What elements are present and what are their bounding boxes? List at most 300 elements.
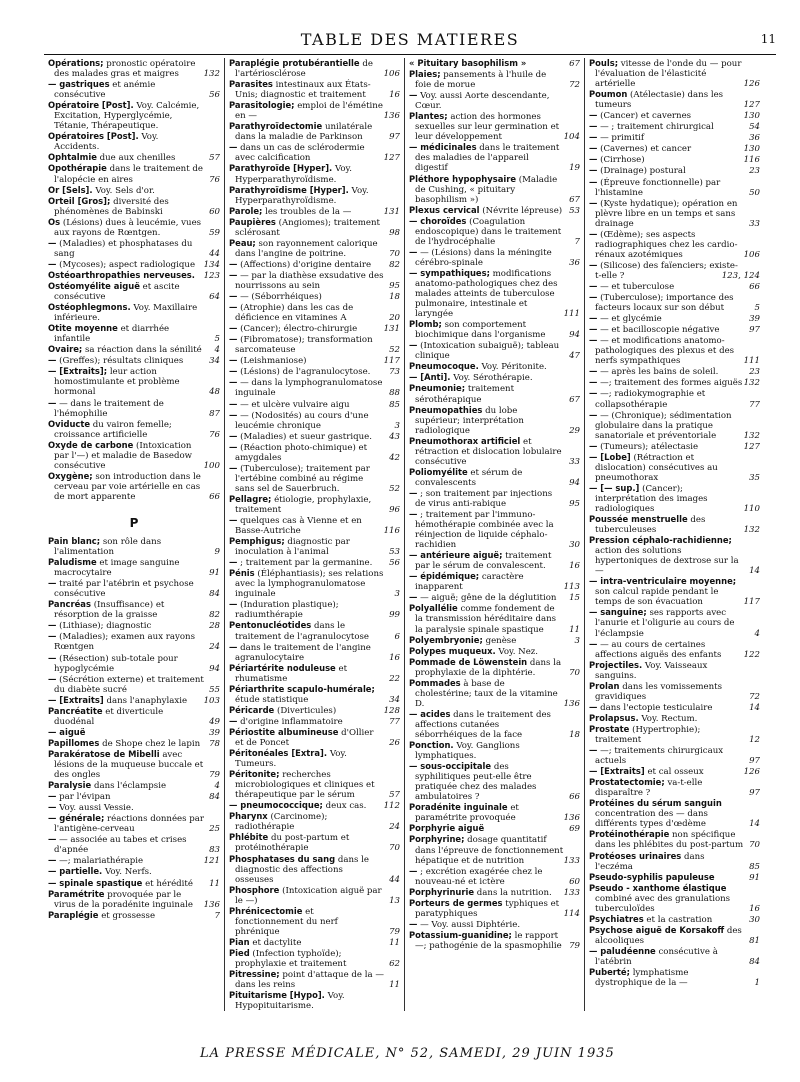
entry-text: (Intoxication par l'—) et maladie de Basedow consécutive xyxy=(54,440,193,471)
entry-term: — xyxy=(589,638,598,649)
index-entry xyxy=(229,142,400,163)
entry-page-number: 16 xyxy=(569,561,580,572)
entry-text: (Leishmaniose) xyxy=(240,356,307,367)
index-columns xyxy=(44,58,776,1011)
entry-page-number: 77 xyxy=(389,716,400,727)
entry-text: ; traitement par la germanine. xyxy=(240,558,373,569)
index-entry xyxy=(589,335,760,366)
index-entry xyxy=(229,663,400,684)
entry-term: Paramétrite xyxy=(48,888,105,899)
entry-text: — et modifications anatomo-pathologiques des plexus et des nerfs sympathiques xyxy=(595,336,735,367)
index-entry xyxy=(409,887,580,898)
entry-page-number: 39 xyxy=(749,314,760,325)
index-entry xyxy=(409,383,580,404)
index-entry xyxy=(48,281,220,302)
index-entry xyxy=(48,855,220,866)
entry-term: — xyxy=(589,313,598,324)
entry-page-number: 59 xyxy=(209,227,220,238)
index-entry xyxy=(409,361,580,372)
index-entry xyxy=(589,639,760,660)
entry-term: — xyxy=(229,302,238,313)
index-entry xyxy=(48,259,220,270)
entry-term: Prolapsus. xyxy=(589,712,639,723)
entry-text: (Silicose) des faïenciers; existe-t-elle ? xyxy=(595,260,738,281)
entry-text: son rôle dans l'alimentation xyxy=(54,537,162,558)
entry-text: son comportement biochimique dans l'organisme xyxy=(415,320,546,341)
entry-page-number: 3 xyxy=(394,420,400,431)
index-entry xyxy=(229,684,400,705)
entry-text: (Sécrétion externe) et traitement du diabète sucré xyxy=(54,674,204,695)
index-entry xyxy=(48,217,220,238)
entry-text: (Diverticules) xyxy=(276,705,337,716)
index-entry xyxy=(229,377,400,398)
index-entry xyxy=(48,398,220,419)
entry-page-number: 19 xyxy=(569,163,580,174)
index-entry xyxy=(409,247,580,268)
index-entry xyxy=(409,550,580,571)
index-entry xyxy=(48,100,220,131)
entry-term: — xyxy=(409,246,418,257)
entry-page-number: 111 xyxy=(743,356,760,367)
entry-term: — xyxy=(229,269,238,280)
index-entry xyxy=(48,813,220,834)
entry-page-number: 36 xyxy=(569,257,580,268)
entry-text: Voy. Sels d'or. xyxy=(95,185,155,196)
index-entry xyxy=(229,620,400,641)
entry-page-number: 7 xyxy=(214,910,220,921)
entry-text: diagnostic par inoculation à l'animal xyxy=(235,537,350,558)
entry-page-number: 35 xyxy=(749,472,760,483)
entry-page-number: 114 xyxy=(563,908,580,919)
index-entry xyxy=(229,302,400,323)
entry-text: dans l'anaphylaxie xyxy=(106,695,188,706)
entry-text: (Maladie de Cushing, « pituitary basophilism ») xyxy=(415,174,558,205)
entry-page-number: 13 xyxy=(389,895,400,906)
entry-text: point d'attaque de la — dans les reins xyxy=(235,970,384,991)
entry-page-number: 132 xyxy=(743,378,760,389)
index-entry xyxy=(589,121,760,132)
entry-text: avec lésions de la muqueuse buccale et des ongles xyxy=(54,749,204,781)
index-entry xyxy=(589,132,760,143)
entry-text: —; traitements chirurgicaux actuels xyxy=(595,746,724,767)
entry-text: son calcul rapide pendant le temps de son évacuation xyxy=(595,587,719,608)
index-entry xyxy=(589,607,760,638)
entry-page-number: 113 xyxy=(563,582,580,593)
index-entry xyxy=(229,705,400,716)
entry-term: Pommades xyxy=(409,677,461,688)
entry-text: Voy. Hypopituitarisme. xyxy=(235,991,345,1012)
entry-text: dosage quantitatif dans l'épreuve de fonctionnement hépatique et de nutrition xyxy=(415,835,564,866)
index-entry xyxy=(48,599,220,620)
entry-term: — xyxy=(229,398,238,409)
index-entry xyxy=(229,536,400,557)
entry-text: concentration des — dans différents types d'œdème xyxy=(595,809,708,830)
entry-term: — sanguine; xyxy=(589,607,647,618)
entry-text: (Cavernes) et cancer xyxy=(600,144,692,155)
index-entry xyxy=(48,802,220,813)
entry-text: ; traitement par l'immuno-hémothérapie combinée avec la réinjection de liquide céphalo-rachidien xyxy=(415,510,554,551)
entry-page-number: 43 xyxy=(389,431,400,442)
entry-term: — xyxy=(589,745,598,756)
entry-page-number: 116 xyxy=(743,155,760,166)
entry-page-number: 111 xyxy=(563,309,580,320)
entry-term: Oxygène; xyxy=(48,470,93,481)
index-entry xyxy=(589,766,760,777)
index-entry xyxy=(229,58,400,79)
entry-text: et sérum de convalescents xyxy=(415,467,523,488)
entry-term: — sympathiques; xyxy=(409,267,490,278)
entry-text: et anémie consécutive xyxy=(54,80,156,101)
entry-page-number: 94 xyxy=(569,330,580,341)
entry-text: son rayonnement calorique dans l'angine de poitrine. xyxy=(235,238,378,259)
entry-page-number: 52 xyxy=(389,483,400,494)
entry-text: — primitif xyxy=(600,133,645,144)
entry-text: dans le traitement de l'agranulocytose xyxy=(235,621,369,642)
entry-text: (Lithiase); diagnostic xyxy=(59,621,152,632)
entry-page-number: 5 xyxy=(754,303,760,314)
entry-text: — et tuberculose xyxy=(600,281,675,292)
entry-page-number: 44 xyxy=(209,248,220,259)
entry-term: — xyxy=(229,462,238,473)
entry-term: — épidémique; xyxy=(409,571,480,582)
index-entry xyxy=(409,372,580,383)
index-entry xyxy=(589,724,760,745)
entry-text: — ; traitement chirurgical xyxy=(600,122,714,133)
entry-text: Voy. Nez. xyxy=(498,646,539,657)
index-entry xyxy=(589,143,760,154)
entry-page-number: 70 xyxy=(569,667,580,678)
index-entry xyxy=(409,216,580,247)
entry-page-number: 44 xyxy=(389,874,400,885)
entry-text: Voy. Sérothérapie. xyxy=(453,373,533,384)
entry-text: —; malariathérapie xyxy=(59,856,144,867)
entry-page-number: 85 xyxy=(749,861,760,872)
entry-page-number: 66 xyxy=(749,281,760,292)
entry-text: Voy. Rectum. xyxy=(641,713,698,724)
entry-page-number: 76 xyxy=(209,429,220,440)
entry-text: Voy. Vaisseaux sanguins. xyxy=(595,660,708,681)
entry-page-number: 132 xyxy=(743,430,760,441)
entry-term: Ovaire; xyxy=(48,344,83,355)
entry-page-number: 106 xyxy=(743,249,760,260)
index-entry xyxy=(409,268,580,319)
entry-term: — xyxy=(48,578,57,589)
index-entry xyxy=(48,878,220,889)
entry-term: — acides xyxy=(409,708,451,719)
entry-page-number: 94 xyxy=(569,477,580,488)
entry-page-number: 97 xyxy=(749,788,760,799)
entry-text: dans la nutrition. xyxy=(476,887,552,898)
entry-term: Poradénite inguinale xyxy=(409,802,508,813)
entry-term: — spinale spastique xyxy=(48,877,143,888)
entry-text: quelques cas à Vienne et en Basse-Autriche xyxy=(235,516,362,537)
entry-text: et grossesse xyxy=(101,910,156,921)
entry-page-number: 64 xyxy=(209,292,220,303)
entry-text: (Cancer); électro-chirurgie xyxy=(240,324,358,335)
entry-page-number: 7 xyxy=(574,236,580,247)
journal-footer: LA PRESSE MÉDICALE, N° 52, SAMEDI, 29 JUIN 1935 xyxy=(200,1046,615,1061)
index-entry xyxy=(589,441,760,452)
entry-text: (Cancer) et cavernes xyxy=(600,111,692,122)
index-entry xyxy=(229,557,400,568)
entry-term: — xyxy=(589,280,598,291)
entry-text: (Cancer); interprétation des images radiologiques xyxy=(595,483,708,514)
entry-text: (Atélectasie) dans les tumeurs xyxy=(595,90,724,111)
index-column-2 xyxy=(224,58,404,1011)
entry-page-number: 130 xyxy=(743,144,760,155)
entry-text: et image sanguine macrocytaire xyxy=(54,558,180,579)
index-entry xyxy=(409,592,580,603)
entry-text: sa réaction dans la sénilité xyxy=(85,345,202,356)
index-entry xyxy=(48,910,220,921)
entry-term: — xyxy=(48,791,57,802)
entry-text: et diverticule duodénal xyxy=(54,706,164,727)
index-entry xyxy=(229,969,400,990)
index-entry xyxy=(48,674,220,695)
entry-page-number: 4 xyxy=(214,345,220,356)
entry-page-number: 29 xyxy=(569,425,580,436)
entry-text: (Rétraction et dislocation) consécutives au pneumothorax xyxy=(595,452,718,483)
entry-term: Pituitarisme [Hypo]. xyxy=(229,990,325,1001)
index-entry xyxy=(409,898,580,919)
entry-text: des syphilitiques peut-elle être pratiquée chez des malades ambulatoires ? xyxy=(415,762,537,803)
entry-term: Polyembryonie; xyxy=(409,634,483,645)
entry-page-number: 91 xyxy=(209,568,220,579)
entry-page-number: 49 xyxy=(209,716,220,727)
entry-term: Porphyrinurie xyxy=(409,886,475,897)
entry-text: Voy. Hyperparathyroïdisme. xyxy=(235,185,369,206)
entry-term: — xyxy=(229,641,238,652)
entry-term: — xyxy=(229,377,238,388)
section-letter: P xyxy=(129,515,139,530)
index-entry xyxy=(589,925,760,946)
entry-page-number: 30 xyxy=(749,914,760,925)
index-entry xyxy=(48,238,220,259)
entry-term: — aiguë xyxy=(48,726,86,737)
index-entry xyxy=(48,557,220,578)
entry-term: — xyxy=(48,397,57,408)
index-entry xyxy=(229,494,400,515)
index-entry xyxy=(409,657,580,678)
index-entry xyxy=(48,163,220,184)
entry-text: genèse xyxy=(485,635,517,646)
entry-page-number: 132 xyxy=(743,525,760,536)
entry-page-number: 136 xyxy=(563,698,580,709)
entry-term: Psychose aiguë de Korsakoff xyxy=(589,924,725,935)
entry-term: Pseudo-syphilis papuleuse xyxy=(589,871,715,882)
entry-term: Pneumopathies xyxy=(409,404,483,415)
entry-page-number: 136 xyxy=(383,111,400,122)
entry-text: (Kyste hydatique); opération en plèvre libre en un temps et sans drainage xyxy=(595,198,738,229)
index-entry xyxy=(229,748,400,769)
index-entry xyxy=(589,713,760,724)
entry-page-number: 130 xyxy=(743,111,760,122)
entry-page-number: 16 xyxy=(749,903,760,914)
index-entry xyxy=(48,578,220,599)
index-entry xyxy=(229,463,400,494)
entry-text: traité par l'atébrin et psychose consécutive xyxy=(54,579,194,600)
index-entry xyxy=(589,702,760,713)
index-entry xyxy=(589,377,760,388)
entry-text: va-t-elle disparaître ? xyxy=(595,778,703,799)
entry-page-number: 91 xyxy=(749,872,760,883)
entry-term: — xyxy=(589,154,598,165)
entry-page-number: 106 xyxy=(383,69,400,80)
entry-page-number: 100 xyxy=(203,460,220,471)
entry-term: Parasites xyxy=(229,79,273,90)
entry-page-number: 11 xyxy=(569,624,580,635)
entry-text: combiné avec des granulations tuberculoïdes xyxy=(595,893,731,914)
entry-page-number: 95 xyxy=(569,498,580,509)
entry-text: dans le traitement des maladies de l'appareil digestif xyxy=(415,143,560,174)
entry-page-number: 131 xyxy=(383,324,400,335)
entry-term: — xyxy=(229,715,238,726)
entry-term: Poussée menstruelle xyxy=(589,514,688,525)
entry-page-number: 97 xyxy=(749,756,760,767)
entry-term: — xyxy=(589,197,598,208)
index-entry xyxy=(409,866,580,887)
entry-term: — xyxy=(229,409,238,420)
entry-page-number: 57 xyxy=(209,153,220,164)
index-entry xyxy=(409,142,580,173)
entry-text: (Maladies) et sueur gastrique. xyxy=(240,431,372,442)
entry-term: Pommade de Löwenstein xyxy=(409,656,528,667)
entry-term: — xyxy=(589,228,598,239)
entry-page-number: 33 xyxy=(569,456,580,467)
index-entry xyxy=(48,440,220,471)
index-entry xyxy=(409,571,580,592)
index-entry xyxy=(229,832,400,853)
entry-term: — xyxy=(229,323,238,334)
entry-text: et rhumatisme xyxy=(235,663,348,684)
entry-text: (Drainage) postural xyxy=(600,166,686,177)
entry-text: Voy. aussi Vessie. xyxy=(59,803,134,814)
index-entry xyxy=(229,100,400,121)
entry-text: modifications anatomo-pathologiques chez des malades atteints de tuberculose pulmonaire, intestinale et laryngée xyxy=(415,268,558,320)
entry-page-number: 132 xyxy=(203,69,220,80)
entry-text: Voy. Nerfs. xyxy=(104,867,152,878)
entry-text: d'origine inflammatoire xyxy=(240,716,343,727)
entry-page-number: 42 xyxy=(389,452,400,463)
index-entry xyxy=(229,599,400,620)
index-entry xyxy=(409,319,580,340)
index-entry xyxy=(48,355,220,366)
entry-page-number: 55 xyxy=(209,684,220,695)
index-entry xyxy=(48,695,220,706)
entry-term: Ophtalmie xyxy=(48,152,97,163)
entry-term: Ponction. xyxy=(409,740,454,751)
entry-text: ; son traitement par injections de virus anti-rabique xyxy=(415,488,553,509)
index-entry xyxy=(589,483,760,514)
entry-text: (Résection) sub-totale pour hypoglycémie xyxy=(54,653,178,674)
index-entry xyxy=(48,196,220,217)
entry-page-number: 34 xyxy=(389,694,400,705)
entry-text: dans le traitement de l'alopécie en aires xyxy=(54,164,203,185)
index-entry xyxy=(409,709,580,740)
entry-text: — et bacilloscopie négative xyxy=(600,325,720,336)
entry-page-number: 97 xyxy=(389,132,400,143)
entry-term: — paludéenne xyxy=(589,945,656,956)
entry-text: et la castration xyxy=(646,914,713,925)
entry-page-number: 34 xyxy=(209,356,220,367)
index-entry xyxy=(229,716,400,727)
entry-page-number: 72 xyxy=(749,691,760,702)
entry-page-number: 11 xyxy=(389,937,400,948)
entry-page-number: 82 xyxy=(389,259,400,270)
entry-page-number: 53 xyxy=(389,547,400,558)
entry-text: (Angiomes); traitement sclérosant xyxy=(235,217,380,238)
entry-term: — xyxy=(48,802,57,813)
index-entry xyxy=(409,340,580,361)
index-entry xyxy=(48,791,220,802)
entry-page-number: 33 xyxy=(749,218,760,229)
entry-page-number: 11 xyxy=(389,980,400,991)
entry-term: Prostate xyxy=(589,723,630,734)
entry-text: — après les bains de soleil. xyxy=(600,367,719,378)
entry-text: des alcooliques xyxy=(595,925,742,946)
entry-term: — xyxy=(229,599,238,610)
entry-term: Paralysie xyxy=(48,780,92,791)
index-entry xyxy=(409,488,580,509)
index-entry xyxy=(48,631,220,652)
entry-text: (Œdème); ses aspects radiographiques chez les cardio-rénaux azotémiques xyxy=(595,229,738,260)
entry-text: des tuberculeuses xyxy=(595,515,706,536)
entry-term: — xyxy=(409,340,418,351)
entry-page-number: 53 xyxy=(569,205,580,216)
index-entry xyxy=(589,777,760,798)
entry-term: — xyxy=(589,292,598,303)
index-entry xyxy=(409,174,580,205)
entry-term: — xyxy=(589,440,598,451)
entry-term: Parole; xyxy=(229,205,263,216)
entry-term: — xyxy=(589,324,598,335)
index-entry xyxy=(229,800,400,811)
entry-page-number: 94 xyxy=(209,663,220,674)
entry-text: Voy. Maxillaire inférieure. xyxy=(54,303,198,324)
entry-page-number: 26 xyxy=(389,738,400,748)
entry-term: Ostéomyélite aiguë xyxy=(48,280,140,291)
entry-term: Polyallélie xyxy=(409,603,458,614)
index-entry xyxy=(229,323,400,334)
entry-text: et cal osseux xyxy=(647,767,704,778)
index-entry xyxy=(229,410,400,431)
entry-term: Potassium-guanidine; xyxy=(409,929,512,940)
entry-term: Papillomes xyxy=(48,737,100,748)
entry-term: — xyxy=(229,355,238,366)
entry-page-number: 28 xyxy=(209,621,220,632)
entry-term: — xyxy=(229,430,238,441)
entry-text: étiologie, prophylaxie, traitement xyxy=(235,494,372,515)
entry-term: Plaies; xyxy=(409,69,441,80)
entry-text: non spécifique dans les phlébites du post-partum xyxy=(595,830,744,851)
entry-page-number: 12 xyxy=(749,735,760,745)
entry-term: Parathyroïdectomie xyxy=(229,121,323,132)
entry-text: (Maladies) et phosphatases du sang xyxy=(54,238,193,259)
entry-text: les troubles de la — xyxy=(265,206,352,217)
entry-text: (Coagulation endoscopique) dans le traitement de l'hydrocéphalie xyxy=(415,216,562,247)
index-entry xyxy=(48,780,220,791)
page-number: 11 xyxy=(760,32,776,46)
entry-term: Projectiles. xyxy=(589,659,643,670)
index-entry xyxy=(409,740,580,761)
entry-term: — xyxy=(229,142,238,153)
entry-page-number: 79 xyxy=(389,926,400,937)
entry-term: Péricarde xyxy=(229,704,275,715)
index-entry xyxy=(409,802,580,823)
index-entry xyxy=(229,79,400,100)
index-entry xyxy=(589,260,760,281)
entry-page-number: 70 xyxy=(749,840,760,851)
